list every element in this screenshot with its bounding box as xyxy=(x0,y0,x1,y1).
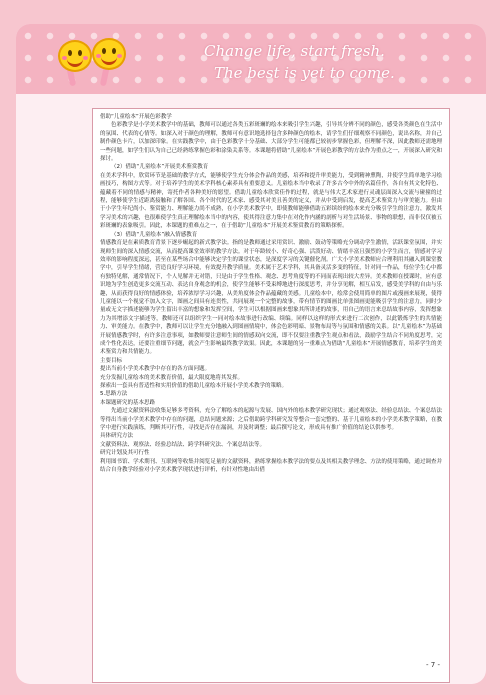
header-slogan xyxy=(204,40,464,84)
smiley-face-icon xyxy=(58,40,92,72)
paragraph: 先通过文献资料法收集足够多考资料，充分了解绘本的起源与发展、国内外的绘本教学研究现状；通过观察法、经验总结法、个案总结法等得出当前小学美术教学中存在的问题，总结问题来源；之后借助跨学科研究发等整合一套完整的、基于儿童绘本的小学美术教学策略，在教学中进行实践演练，判断其可行性，寻找是否存在漏洞，并及时调整；最后撰写论文，形成具有推广价值的结论以供参考。 xyxy=(100,408,442,432)
slogan-line-1: Change life, start fresh. xyxy=(204,42,385,60)
paragraph: 研究计划及其可行性 xyxy=(100,450,150,457)
paragraph: 文献资料法、观察法、经验总结法、跨学科研究法、个案总结法等。 xyxy=(100,441,266,448)
document-page xyxy=(92,108,450,683)
paragraph: 具体研究方法 xyxy=(100,433,134,440)
paragraph: 利用图书馆、学术期刊、互联网等收集并阅览足量的文献资料，熟练掌握绘本教学法的要点及其相关教学理念、方法的使用策略，通过调查并结合自身教学经验对小学美术教学现状进行评析，有针对性地由出借 xyxy=(100,458,442,474)
paragraph: 本课题研究的基本思路 xyxy=(100,399,156,406)
paragraph: 5.思路方法 xyxy=(100,391,128,398)
paragraph: （2）借助“儿童绘本”开展美术鉴赏教育 xyxy=(111,164,209,171)
smiley-decoration xyxy=(58,28,128,90)
paragraph: 探索出一套具有普适性和实用价值的借助儿童绘本开展小学美术教学的策略。 xyxy=(100,383,288,389)
paragraph: 提出当前小学美术教学中存在的各方面问题。 xyxy=(100,366,211,373)
paragraph: （3）借助“儿童绘本”融入情感教育 xyxy=(111,231,198,238)
paragraph: 主要目标 xyxy=(100,357,123,364)
paragraph: 充分发掘儿童绘本的美术教育价值，最大限度地将其发挥。 xyxy=(100,374,244,381)
paragraph: 情感教育是在素质教育背景下逐步崛起的新式教学法。指的是教师通过采用赏识、激励、鼓动等策略充分调动学生激情，活跃课堂氛围，并实现师生间的深入情感交流，从而提高课堂效率的教学方法。对于年龄较小、好奇心强、活泼好动、情绪丰富且强烈的小学生而言，情感对学习效率的影响程度深远，甚至在某些场合中能够决定学生的课堂状态，是深度学习的关键催化剂。广大小学美术教师应合理利用其融入到课堂教学中，引导学生情绪，营造良好学习环境，有效提升教学质量。美术属于艺术学科，其具备灵活多变的特征，针对同一作品，每位学生心中都有独特见解，通常情况下，个人见解并无对错，只是由于学生性格、观念、思考角度等的不同而表现出较大差异。美术教师在授课时，应有意识地为学生创造更多交流互动、表达自身观念的机会，使学生能够不受束缚地进行深度思考，并分享见解，相互启发，感受美学科的自由与乐趣，从而获得良好的情感体验，培养浓厚学习兴趣，从美角度体会作品蕴藏的美感。儿童绘本中，绘常会使用简单的图片或漫画来展现，使得儿童能以一个视觉不加入文字，图画之间具有连贯性，共同展现一个完整的故事，带有情节的图画比单张图画更能吸引学生的注意力，同时少量或无文字描述能够为学生留出丰富的想象和发挥空间，学生可以根据图画来想象其所讲述的故事，用自己的语言来总结故事内容，发挥想象力为其增添文字描述等，教师还可以组织学生一同对绘本故事进行改编、续编。同样以这样的形式来进行二次创作，以此锻炼学生的共情能力、审美能力。在教学中，教师可以让学生充分地融入到图画情境中，体会色彩明暗、景物布局等与氛围和情感的关系。以“儿童绘本”为基础开展情感教学时，有许多注意事项，如教师要注意师生间的情感双向交流，即不仅要注重教学生观点和看法，鼓励学生结合不同角度思考，完成个性化表达，还要注重细节问题，就会产生影响最终教学效果。因此，本课题的另一重难点为借助“儿童绘本”开展情感教育，培养学生的美术鉴赏力和共情能力。 xyxy=(100,240,442,356)
paragraph: 在美术学科中，欣赏环节是基础的教学方式，能够使学生充分体会作品的美感，培养和提升审美能力，受到精神熏陶，并使学生简单地学习绘画技巧，构图方式等。对于培养学生的美术学科核心素养具有重要意义。儿童绘本当中收录了许多古今中外的名篇佳作，各自有其文化特色、蕴藏着不同的情感与精神，寄托作者各种美好的愿望。借助儿童绘本欣赏佳作的过程，就是与伟大艺术家进行灵魂层面深入交流与碰撞的过程，能够使学生近距离接触和了解各国、各个时代的艺术家、感受其对美且善美的定义，并从中受到启发，提高艺术鉴赏力与审美能力。但由于小学生年纪尚小、鉴赏能力、理解能力尚不成熟，在小学美术教学中，即使教师能够借助五彩缤纷的绘本来充分吸引学生的注意力，激发其学习美术的兴趣，也很难使学生真正理解绘本当中的内容，使其得注意力集中在对化作内涵的剖析与对生活场景、事物的联想，而非仅仅被五彩斑斓的表象吸引。因此，本课题的重难点之一，在于借助“儿童绘本”开展美术鉴赏教育的策略探析。 xyxy=(100,172,442,230)
smiley-face-icon xyxy=(92,38,126,70)
slogan-line-2: The best is yet to come. xyxy=(214,64,395,82)
paragraph: 借助“儿童绘本”开展色彩教学 xyxy=(100,114,172,120)
paragraph: 色彩教学是小学美术教学中的基础，教师可以通过各类五彩斑斓的绘本来吸引学生兴趣，引导其分辨不同的颜色，感受各类颜色在生活中的氛围、代表的心情等。如深入对于颜色的理解，教师可有意识地选择包含多种颜色的绘本，请学生们仔细观察不同颜色，说出名称，并自己制作颜色卡片，以加深印象。在实践教学中，由于色彩教学十分基础、大部分学生可能都已较初步掌握色彩，但理解不深，因此教师还需地理一些问题，如学生们认为自己已经熟练掌握色彩和涂染关系等。本课题将借助“儿童绘本”开展色彩教学的方法作为重点之一，开展深入研究和探讨。 xyxy=(100,122,442,163)
page-number: - 7 - xyxy=(426,661,440,669)
